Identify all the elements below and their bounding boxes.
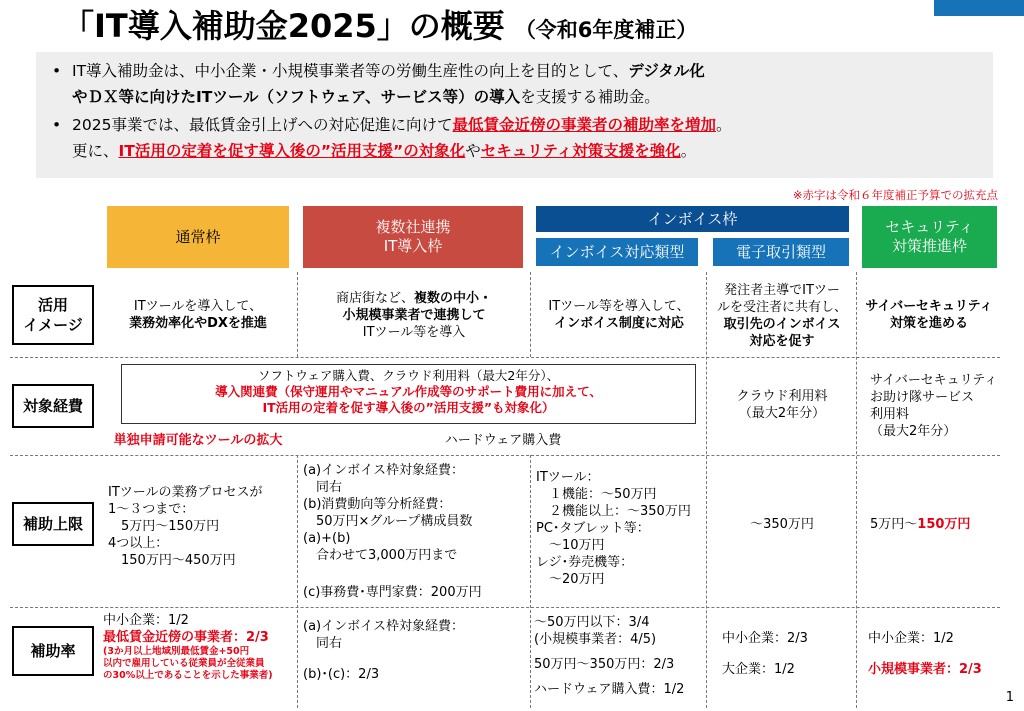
- usage-multi: 商店街など、複数の中小・ 小規模事業者で連携して ITツール等を導入: [335, 291, 493, 340]
- row-label-usage: 活用 イメージ: [12, 285, 94, 345]
- col-divider: [706, 272, 707, 708]
- usage-invoice: ITツール等を導入して、 インボイス制度に対応: [548, 299, 690, 331]
- header-security-frame: セキュリティ 対策推進枠: [862, 206, 997, 268]
- header-multi-company-frame: 複数社連携 IT導入枠: [303, 206, 523, 268]
- corner-decoration: [934, 0, 1024, 16]
- expense-standalone-tools: 単独申請可能なツールの拡大: [113, 433, 283, 448]
- row-label-limit: 補助上限: [12, 502, 94, 546]
- row-divider: [10, 607, 1000, 608]
- rate-security: 中小企業：1/2 小規模事業者：2/3: [868, 631, 982, 677]
- col-divider: [297, 272, 298, 357]
- header-normal-frame: 通常枠: [107, 206, 289, 268]
- page-title: 「IT導入補助金2025」の概要 （令和6年度補正）: [62, 7, 698, 45]
- limit-ec: ～350万円: [750, 517, 814, 532]
- summary-bullet-1: • IT導入補助金は、中小企業・小規模事業者等の労働生産性の向上を目的として、デジタル化 やＤＸ等に向けたITツール（ソフトウェア、サービス等）の導入を支援する補助金。: [50, 58, 993, 110]
- row-divider: [10, 455, 1000, 456]
- rate-normal: 中小企業：1/2 最低賃金近傍の事業者：2/3 (3か月以上地域別最低賃金+50円 以内で雇用している従業員が全従業員 の30%以上であることを示した事業者): [103, 613, 273, 681]
- col-divider: [856, 272, 857, 708]
- header-invoice-type: インボイス対応類型: [536, 238, 698, 266]
- rate-ec: 中小企業：2/3 大企業：1/2: [722, 631, 808, 677]
- limit-invoice: ITツール： １機能：～50万円 ２機能以上：～350万円 PC･タブレット等： ～10万円 レジ･券売機等： ～20万円: [536, 470, 691, 587]
- row-divider: [10, 357, 1000, 358]
- expense-security: サイバーセキュリティ お助け隊サービス 利用料 （最大2年分）: [870, 373, 998, 439]
- summary-box: [36, 52, 993, 178]
- page-number: 1: [1005, 690, 1014, 705]
- rate-multi: (a)インボイス枠対象経費： 同右 (b)･(c)：2/3: [303, 619, 464, 682]
- summary-bullet-2: • 2025事業では、最低賃金引上げへの対応促進に向けて最低賃金近傍の事業者の補助率を増加。 更に、IT活用の定着を促す導入後の”活用支援”の対象化やセキュリティ対策支援を強化。: [50, 112, 993, 164]
- header-invoice-frame: インボイス枠: [536, 206, 849, 232]
- rate-invoice: ～50万円以下：3/4 (小規模事業者：4/5) 50万円～350万円：2/3 ハードウェア購入費：1/2: [534, 615, 685, 697]
- usage-security: サイバーセキュリティ 対策を進める: [865, 299, 993, 331]
- col-divider: [530, 455, 531, 708]
- expansion-note: ※赤字は令和６年度補正予算での拡充点: [792, 188, 998, 202]
- usage-normal: ITツールを導入して、 業務効率化やDXを推進: [129, 299, 267, 331]
- row-label-expense: 対象経費: [12, 384, 94, 428]
- limit-multi-c: (c)事務費･専門家費：200万円: [303, 585, 482, 600]
- limit-normal: ITツールの業務プロセスが 1～３つまで： 5万円～150万円 4つ以上： 150万円～450万円: [108, 485, 263, 568]
- expense-shared: ソフトウェア購入費、クラウド利用料（最大2年分）、 導入関連費（保守運用やマニュアル作成等のサポート費用に加えて、 IT活用の定着を促す導入後の”活用支援”も対象化）: [215, 368, 602, 415]
- col-divider: [297, 455, 298, 708]
- header-ec-type: 電子取引類型: [713, 238, 849, 266]
- col-divider: [530, 272, 531, 357]
- limit-security: 5万円～150万円: [870, 517, 971, 532]
- usage-ec: 発注者主導でITツー ルを受注者に共有し、 取引先のインボイス 対応を促す: [716, 283, 847, 349]
- expense-hardware: ハードウェア購入費: [444, 433, 562, 448]
- page-subtitle: （令和6年度補正）: [514, 18, 698, 42]
- expense-ec: クラウド利用料 （最大2年分）: [736, 389, 828, 421]
- row-label-rate: 補助率: [12, 626, 94, 676]
- limit-multi-a: (a)インボイス枠対象経費： 同右 (b)消費動向等分析経費： 50万円×グループ構成員数 (a)+(b) 合わせて3,000万円まで: [303, 463, 473, 563]
